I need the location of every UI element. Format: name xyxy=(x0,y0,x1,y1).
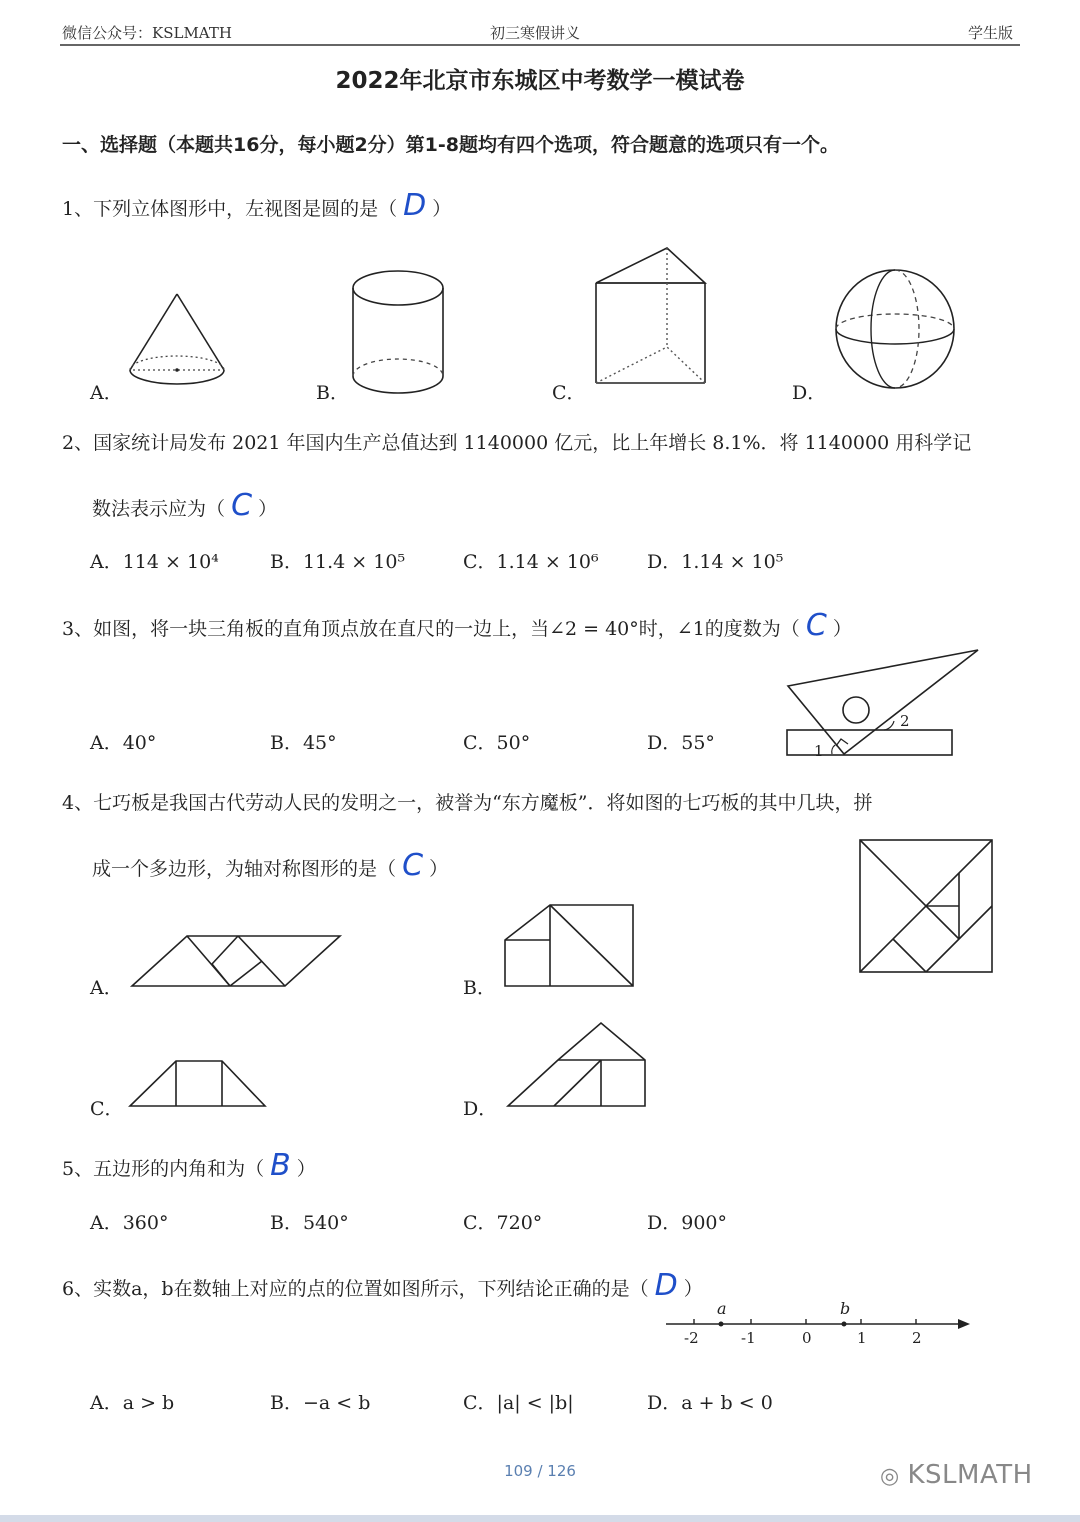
q2-close: ） xyxy=(258,498,278,520)
tangram-option-b xyxy=(502,902,636,990)
q2-option-b: B．11.4 × 10⁵ xyxy=(270,551,406,573)
question-3 xyxy=(62,608,852,643)
q6-option-a: A．a > b xyxy=(90,1392,175,1414)
question-2-line-2 xyxy=(92,488,277,523)
section-heading: 一、选择题（本题共16分，每小题2分）第1-8题均有四个选项，符合题意的选项只有一个。 xyxy=(62,134,839,156)
q4-option-b: B． xyxy=(463,977,496,999)
tangram-option-c xyxy=(128,1058,268,1110)
q2-answer: C xyxy=(231,488,253,523)
q6-option-c: C．|a| < |b| xyxy=(463,1392,574,1414)
q6-option-d: D．a + b < 0 xyxy=(647,1392,773,1414)
bottom-bar xyxy=(0,1515,1080,1522)
q6-text: 6、实数a，b在数轴上对应的点的位置如图所示，下列结论正确的是（ xyxy=(62,1278,649,1300)
q3-close: ） xyxy=(832,618,852,640)
ruler-triangle-figure xyxy=(784,646,984,761)
page-title: 2022年北京市东城区中考数学一模试卷 xyxy=(335,68,745,94)
number-line-figure xyxy=(664,1298,974,1348)
q6-answer: D xyxy=(654,1268,678,1303)
q5-answer: B xyxy=(270,1148,291,1183)
q4-answer: C xyxy=(402,848,424,883)
q4-close: ） xyxy=(429,858,449,880)
q2-option-a: A．114 × 10⁴ xyxy=(90,551,219,573)
watermark-text: KSLMATH xyxy=(907,1460,1033,1490)
tangram-square-figure xyxy=(858,838,994,974)
q1-option-a: A． xyxy=(90,382,123,404)
q2-line-1: 2、国家统计局发布 2021 年国内生产总值达到 1140000 亿元，比上年增长 8.1%．将 1140000 用科学记 xyxy=(62,432,972,454)
q4-line-2: 成一个多边形，为轴对称图形的是（ xyxy=(92,858,397,880)
q2-option-d: D．1.14 × 10⁵ xyxy=(647,551,784,573)
header-right: 学生版 xyxy=(968,24,1014,42)
prism-figure xyxy=(590,244,715,389)
q5-option-b: B．540° xyxy=(270,1212,349,1234)
tangram-option-a xyxy=(130,934,342,990)
cone-figure xyxy=(125,290,235,395)
question-1 xyxy=(62,188,451,223)
header-left: 微信公众号：KSLMATH xyxy=(62,24,232,42)
tick-label-neg1: -1 xyxy=(741,1329,756,1347)
angle-2-label: 2 xyxy=(900,712,910,730)
q4-option-d: D． xyxy=(463,1098,498,1120)
q1-answer: D xyxy=(403,188,427,223)
cylinder-figure xyxy=(350,268,450,398)
q2-option-c: C．1.14 × 10⁶ xyxy=(463,551,599,573)
q1-option-b: B． xyxy=(316,382,349,404)
tick-label-1: 1 xyxy=(857,1329,867,1347)
q3-answer: C xyxy=(805,608,827,643)
tick-label-0: 0 xyxy=(802,1329,812,1347)
q4-option-a: A． xyxy=(90,977,123,999)
q1-text: 1、下列立体图形中，左视图是圆的是（ xyxy=(62,198,398,220)
q4-line-1: 4、七巧板是我国古代劳动人民的发明之一，被誉为“东方魔板”．将如图的七巧板的其中几块，拼 xyxy=(62,792,873,814)
q3-option-c: C．50° xyxy=(463,732,531,754)
point-b-label: b xyxy=(840,1299,851,1318)
q5-close: ） xyxy=(296,1158,316,1180)
q6-close: ） xyxy=(683,1278,703,1300)
q5-option-d: D．900° xyxy=(647,1212,727,1234)
wechat-icon: ◎ xyxy=(880,1464,900,1489)
q5-text: 5、五边形的内角和为（ xyxy=(62,1158,265,1180)
tick-label-2: 2 xyxy=(912,1329,922,1347)
page-number: 109 / 126 xyxy=(504,1462,576,1480)
watermark xyxy=(880,1460,1033,1490)
angle-1-label: 1 xyxy=(814,742,824,760)
q1-option-c: C． xyxy=(552,382,586,404)
point-a-label: a xyxy=(717,1299,727,1318)
q1-close: ） xyxy=(432,198,452,220)
q3-option-b: B．45° xyxy=(270,732,337,754)
q3-option-d: D．55° xyxy=(647,732,715,754)
sphere-figure xyxy=(833,265,959,395)
tangram-option-d xyxy=(506,1020,648,1110)
question-6 xyxy=(62,1268,703,1303)
question-5 xyxy=(62,1148,316,1183)
q2-line-2: 数法表示应为（ xyxy=(92,498,226,520)
q6-option-b: B．−a < b xyxy=(270,1392,371,1414)
q5-option-c: C．720° xyxy=(463,1212,543,1234)
header-center: 初三寒假讲义 xyxy=(490,24,581,42)
header-divider xyxy=(60,44,1020,46)
tick-label-neg2: -2 xyxy=(684,1329,699,1347)
q5-option-a: A．360° xyxy=(90,1212,169,1234)
q1-option-d: D． xyxy=(792,382,827,404)
q3-option-a: A．40° xyxy=(90,732,157,754)
question-4-line-2 xyxy=(92,848,448,883)
q3-text: 3、如图，将一块三角板的直角顶点放在直尺的一边上，当∠2 = 40°时，∠1的度数为（ xyxy=(62,618,800,640)
q4-option-c: C． xyxy=(90,1098,124,1120)
